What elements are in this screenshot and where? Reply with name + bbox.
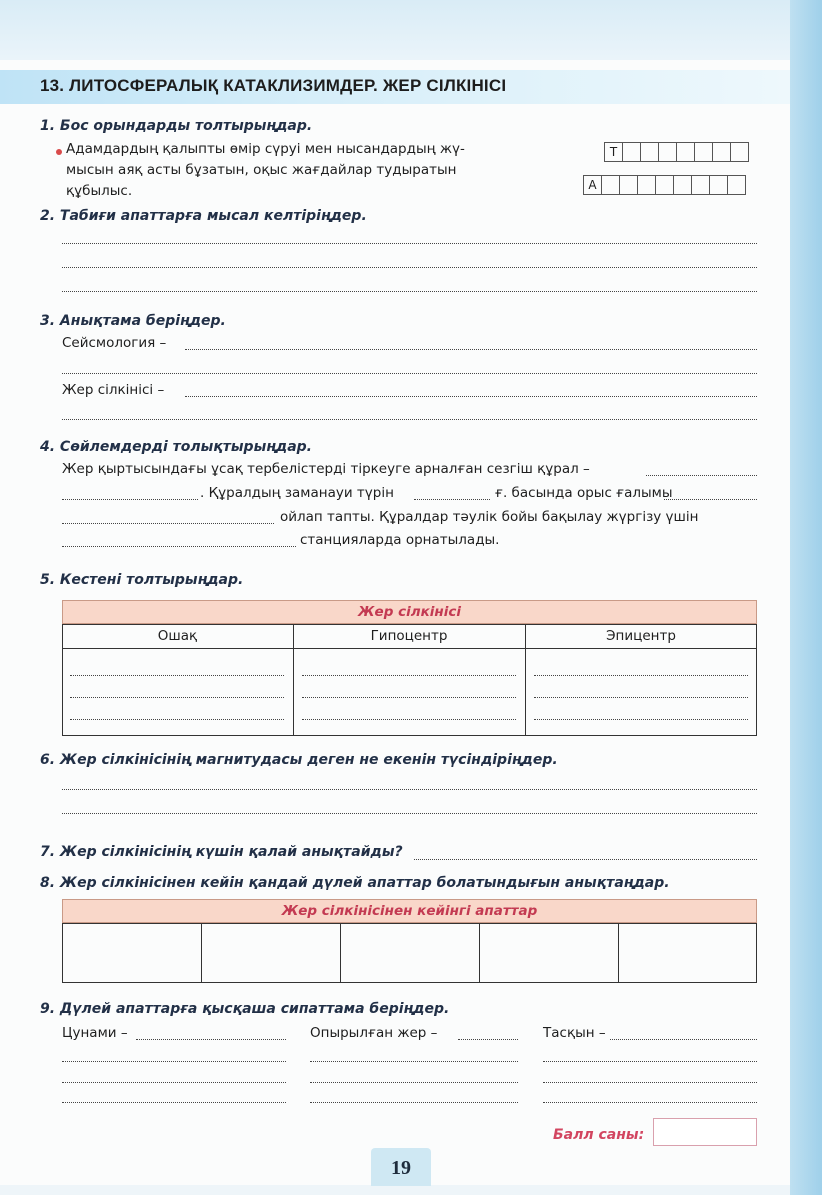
column-header-hypocenter: Гипоцентр xyxy=(370,628,448,644)
earthquake-table-title: Жер сілкінісі xyxy=(62,600,757,624)
answer-line[interactable] xyxy=(310,1061,518,1062)
column-header-focus: Ошақ xyxy=(157,628,198,644)
q4-text-part-5: станцияларда орнатылады. xyxy=(300,532,500,548)
question-4-heading: 4. Сөйлемдерді толықтырыңдар. xyxy=(40,439,313,455)
q1-text-line-3: құбылыс. xyxy=(66,183,133,199)
page-title: 13. ЛИТОСФЕРАЛЫҚ КАТАКЛИЗИМДЕР. ЖЕР СІЛКІНІСІ xyxy=(40,76,507,95)
answer-line[interactable] xyxy=(414,859,757,860)
grid-cell[interactable] xyxy=(602,176,620,195)
answer-line[interactable] xyxy=(62,373,757,374)
q4-text-part-1: Жер қыртысындағы ұсақ тербелістерді тіркеуге арналған сезгіш құрал – xyxy=(62,461,590,477)
answer-line[interactable] xyxy=(543,1102,757,1103)
answer-line[interactable] xyxy=(62,243,757,244)
answer-line[interactable] xyxy=(62,419,757,420)
question-2-heading: 2. Табиғи апаттарға мысал келтіріңдер. xyxy=(40,208,367,224)
grid-cell-letter: А xyxy=(584,176,602,195)
answer-line[interactable] xyxy=(62,523,274,524)
crossword-grid-top[interactable] xyxy=(604,142,749,162)
table-divider xyxy=(340,923,341,983)
column-header-epicenter: Эпицентр xyxy=(606,628,676,644)
answer-line[interactable] xyxy=(62,813,757,814)
answer-line[interactable] xyxy=(646,475,757,476)
table-answer-line[interactable] xyxy=(302,675,516,676)
q1-text-line-2: мысын аяқ асты бұзатын, оқыс жағдайлар тудыратын xyxy=(66,162,457,178)
answer-line[interactable] xyxy=(62,291,757,292)
q3-term-earthquake: Жер сілкінісі – xyxy=(62,382,165,398)
table-answer-line[interactable] xyxy=(534,719,748,720)
table-answer-line[interactable] xyxy=(534,697,748,698)
answer-line[interactable] xyxy=(62,546,296,547)
page-edge-strip xyxy=(790,0,822,1195)
q1-text-line-1: Адамдардың қалыпты өмір сүруі мен нысандардың жү- xyxy=(66,141,465,157)
grid-cell[interactable] xyxy=(728,176,746,195)
q9-item-sinkhole: Опырылған жер – xyxy=(310,1025,438,1041)
question-1-heading: 1. Бос орындарды толтырыңдар. xyxy=(40,118,313,134)
aftermath-table xyxy=(62,923,757,983)
answer-line[interactable] xyxy=(185,396,757,397)
grid-cell[interactable] xyxy=(713,143,731,162)
grid-cell-letter: Т xyxy=(605,143,623,162)
grid-cell[interactable] xyxy=(641,143,659,162)
table-divider xyxy=(479,923,480,983)
grid-cell[interactable] xyxy=(674,176,692,195)
answer-line[interactable] xyxy=(310,1082,518,1083)
answer-line[interactable] xyxy=(62,499,198,500)
answer-line[interactable] xyxy=(414,499,490,500)
q3-term-seismology: Сейсмология – xyxy=(62,335,167,351)
aftermath-table-title: Жер сілкінісінен кейінгі апаттар xyxy=(62,899,757,923)
answer-line[interactable] xyxy=(136,1039,286,1040)
answer-line[interactable] xyxy=(185,349,757,350)
grid-cell[interactable] xyxy=(659,143,677,162)
table-answer-line[interactable] xyxy=(70,697,284,698)
answer-line[interactable] xyxy=(62,267,757,268)
q4-text-part-3: ғ. басында орыс ғалымы xyxy=(495,485,673,501)
table-answer-line[interactable] xyxy=(302,697,516,698)
table-answer-line[interactable] xyxy=(302,719,516,720)
question-3-heading: 3. Анықтама беріңдер. xyxy=(40,313,226,329)
crossword-grid-bottom[interactable] xyxy=(583,175,746,195)
answer-line[interactable] xyxy=(610,1039,757,1040)
answer-line[interactable] xyxy=(543,1082,757,1083)
score-label: Балл саны: xyxy=(553,1127,645,1143)
table-answer-line[interactable] xyxy=(70,719,284,720)
table-answer-line[interactable] xyxy=(70,675,284,676)
question-7-heading: 7. Жер сілкінісінің күшін қалай анықтайды? xyxy=(40,844,403,860)
grid-cell[interactable] xyxy=(710,176,728,195)
table-divider xyxy=(618,923,619,983)
answer-line[interactable] xyxy=(62,1102,286,1103)
q4-text-part-2: . Құралдың заманауи түрін xyxy=(200,485,394,501)
grid-cell[interactable] xyxy=(620,176,638,195)
answer-line[interactable] xyxy=(62,1082,286,1083)
question-9-heading: 9. Дүлей апаттарға қысқаша сипаттама беріңдер. xyxy=(40,1001,450,1017)
grid-cell[interactable] xyxy=(695,143,713,162)
answer-line[interactable] xyxy=(664,499,757,500)
page-number: 19 xyxy=(371,1148,431,1186)
table-divider xyxy=(201,923,202,983)
answer-line[interactable] xyxy=(62,789,757,790)
bullet-icon xyxy=(56,149,62,155)
grid-cell[interactable] xyxy=(731,143,749,162)
grid-cell[interactable] xyxy=(638,176,656,195)
table-answer-line[interactable] xyxy=(534,675,748,676)
q9-item-tsunami: Цунами – xyxy=(62,1025,128,1041)
question-5-heading: 5. Кестені толтырыңдар. xyxy=(40,572,244,588)
grid-cell[interactable] xyxy=(623,143,641,162)
top-margin-band xyxy=(0,0,822,60)
question-8-heading: 8. Жер сілкінісінен кейін қандай дүлей апаттар болатындығын анықтаңдар. xyxy=(40,875,670,891)
grid-cell[interactable] xyxy=(656,176,674,195)
answer-line[interactable] xyxy=(543,1061,757,1062)
score-input-box[interactable] xyxy=(653,1118,757,1146)
answer-line[interactable] xyxy=(62,1061,286,1062)
answer-line[interactable] xyxy=(458,1039,518,1040)
grid-cell[interactable] xyxy=(692,176,710,195)
answer-line[interactable] xyxy=(310,1102,518,1103)
q9-item-flood: Тасқын – xyxy=(543,1025,606,1041)
table-divider xyxy=(62,648,757,649)
q4-text-part-4: ойлап тапты. Құралдар тәулік бойы бақылау жүргізу үшін xyxy=(280,509,699,525)
question-6-heading: 6. Жер сілкінісінің магнитудасы деген не екенін түсіндіріңдер. xyxy=(40,752,558,768)
grid-cell[interactable] xyxy=(677,143,695,162)
